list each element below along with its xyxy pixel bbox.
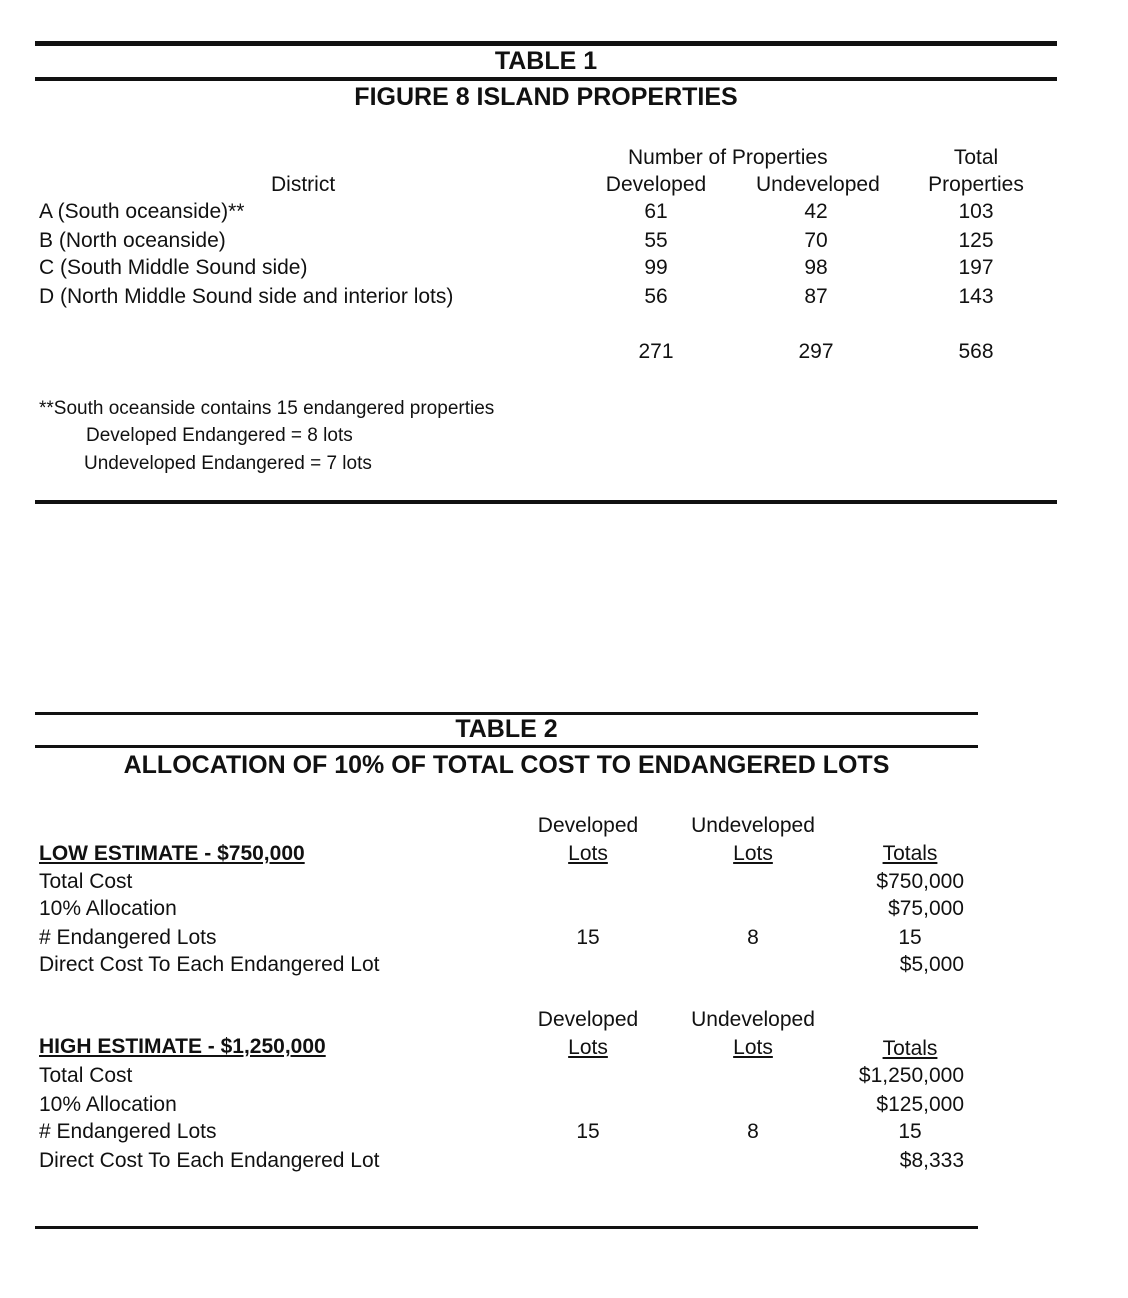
high-col-totals: Totals [882, 1037, 938, 1060]
low-total-cost-value: $750,000 [876, 870, 964, 893]
row-total: 143 [958, 285, 994, 308]
header-district: District [271, 173, 336, 196]
high-row-direct-cost: Direct Cost To Each Endangered Lot [39, 1149, 380, 1172]
total-properties: 568 [958, 340, 994, 363]
table1-label: TABLE 1 [494, 47, 598, 75]
low-allocation-value: $75,000 [888, 897, 964, 920]
row-developed: 56 [644, 285, 668, 308]
table1-mid-rule [35, 77, 1057, 81]
high-col-undeveloped: Undeveloped [691, 1008, 815, 1031]
high-allocation-value: $125,000 [876, 1093, 964, 1116]
high-lots-developed-value: 15 [576, 1120, 600, 1143]
row-district: C (South Middle Sound side) [39, 256, 308, 279]
high-row-allocation: 10% Allocation [39, 1093, 177, 1116]
header-total-properties: Properties [928, 173, 1024, 196]
high-col-undeveloped-lots: Lots [733, 1036, 773, 1059]
row-undeveloped: 42 [804, 200, 828, 223]
total-undeveloped: 297 [798, 340, 834, 363]
row-undeveloped: 87 [804, 285, 828, 308]
low-col-developed: Developed [537, 814, 639, 837]
low-direct-cost-value: $5,000 [899, 953, 964, 976]
low-lots-undeveloped-value: 8 [747, 926, 759, 949]
table1-top-rule [35, 41, 1057, 46]
header-number-of-properties: Number of Properties [628, 146, 828, 169]
low-row-direct-cost: Direct Cost To Each Endangered Lot [39, 953, 380, 976]
row-total: 197 [958, 256, 994, 279]
row-developed: 61 [644, 200, 668, 223]
header-undeveloped: Undeveloped [756, 173, 880, 196]
table1-title: FIGURE 8 ISLAND PROPERTIES [354, 83, 738, 111]
row-developed: 55 [644, 229, 668, 252]
table2-label: TABLE 2 [455, 715, 558, 743]
high-row-total-cost: Total Cost [39, 1064, 133, 1087]
high-col-developed-lots: Lots [568, 1036, 608, 1059]
low-col-undeveloped-lots: Lots [733, 842, 773, 865]
header-total: Total [953, 146, 999, 169]
low-lots-total-value: 15 [898, 926, 922, 949]
low-lots-developed-value: 15 [576, 926, 600, 949]
low-estimate-heading: LOW ESTIMATE - $750,000 [39, 842, 305, 865]
high-direct-cost-value: $8,333 [899, 1149, 964, 1172]
table1-bottom-rule [35, 500, 1057, 504]
header-developed: Developed [605, 173, 707, 196]
footnote-line3: Undeveloped Endangered = 7 lots [84, 453, 372, 474]
low-col-totals: Totals [882, 842, 938, 865]
row-total: 125 [958, 229, 994, 252]
footnote-line2: Developed Endangered = 8 lots [86, 425, 353, 446]
row-district: A (South oceanside)** [39, 200, 245, 223]
table2-title: ALLOCATION OF 10% OF TOTAL COST TO ENDANGERED LOTS [123, 751, 890, 779]
high-lots-undeveloped-value: 8 [747, 1120, 759, 1143]
row-district: D (North Middle Sound side and interior lots) [39, 285, 454, 308]
high-col-developed: Developed [537, 1008, 639, 1031]
high-estimate-heading: HIGH ESTIMATE - $1,250,000 [39, 1035, 326, 1058]
low-row-endangered-lots: # Endangered Lots [39, 926, 217, 949]
total-developed: 271 [638, 340, 674, 363]
row-total: 103 [958, 200, 994, 223]
row-undeveloped: 70 [804, 229, 828, 252]
footnote-line1: **South oceanside contains 15 endangered properties [39, 398, 495, 419]
table2-mid-rule [35, 745, 978, 748]
high-lots-total-value: 15 [898, 1120, 922, 1143]
row-undeveloped: 98 [804, 256, 828, 279]
high-total-cost-value: $1,250,000 [858, 1064, 964, 1087]
low-row-total-cost: Total Cost [39, 870, 133, 893]
table2-bottom-rule [35, 1226, 978, 1229]
row-developed: 99 [644, 256, 668, 279]
low-col-developed-lots: Lots [568, 842, 608, 865]
high-row-endangered-lots: # Endangered Lots [39, 1120, 217, 1143]
low-row-allocation: 10% Allocation [39, 897, 177, 920]
row-district: B (North oceanside) [39, 229, 226, 252]
low-col-undeveloped: Undeveloped [691, 814, 815, 837]
